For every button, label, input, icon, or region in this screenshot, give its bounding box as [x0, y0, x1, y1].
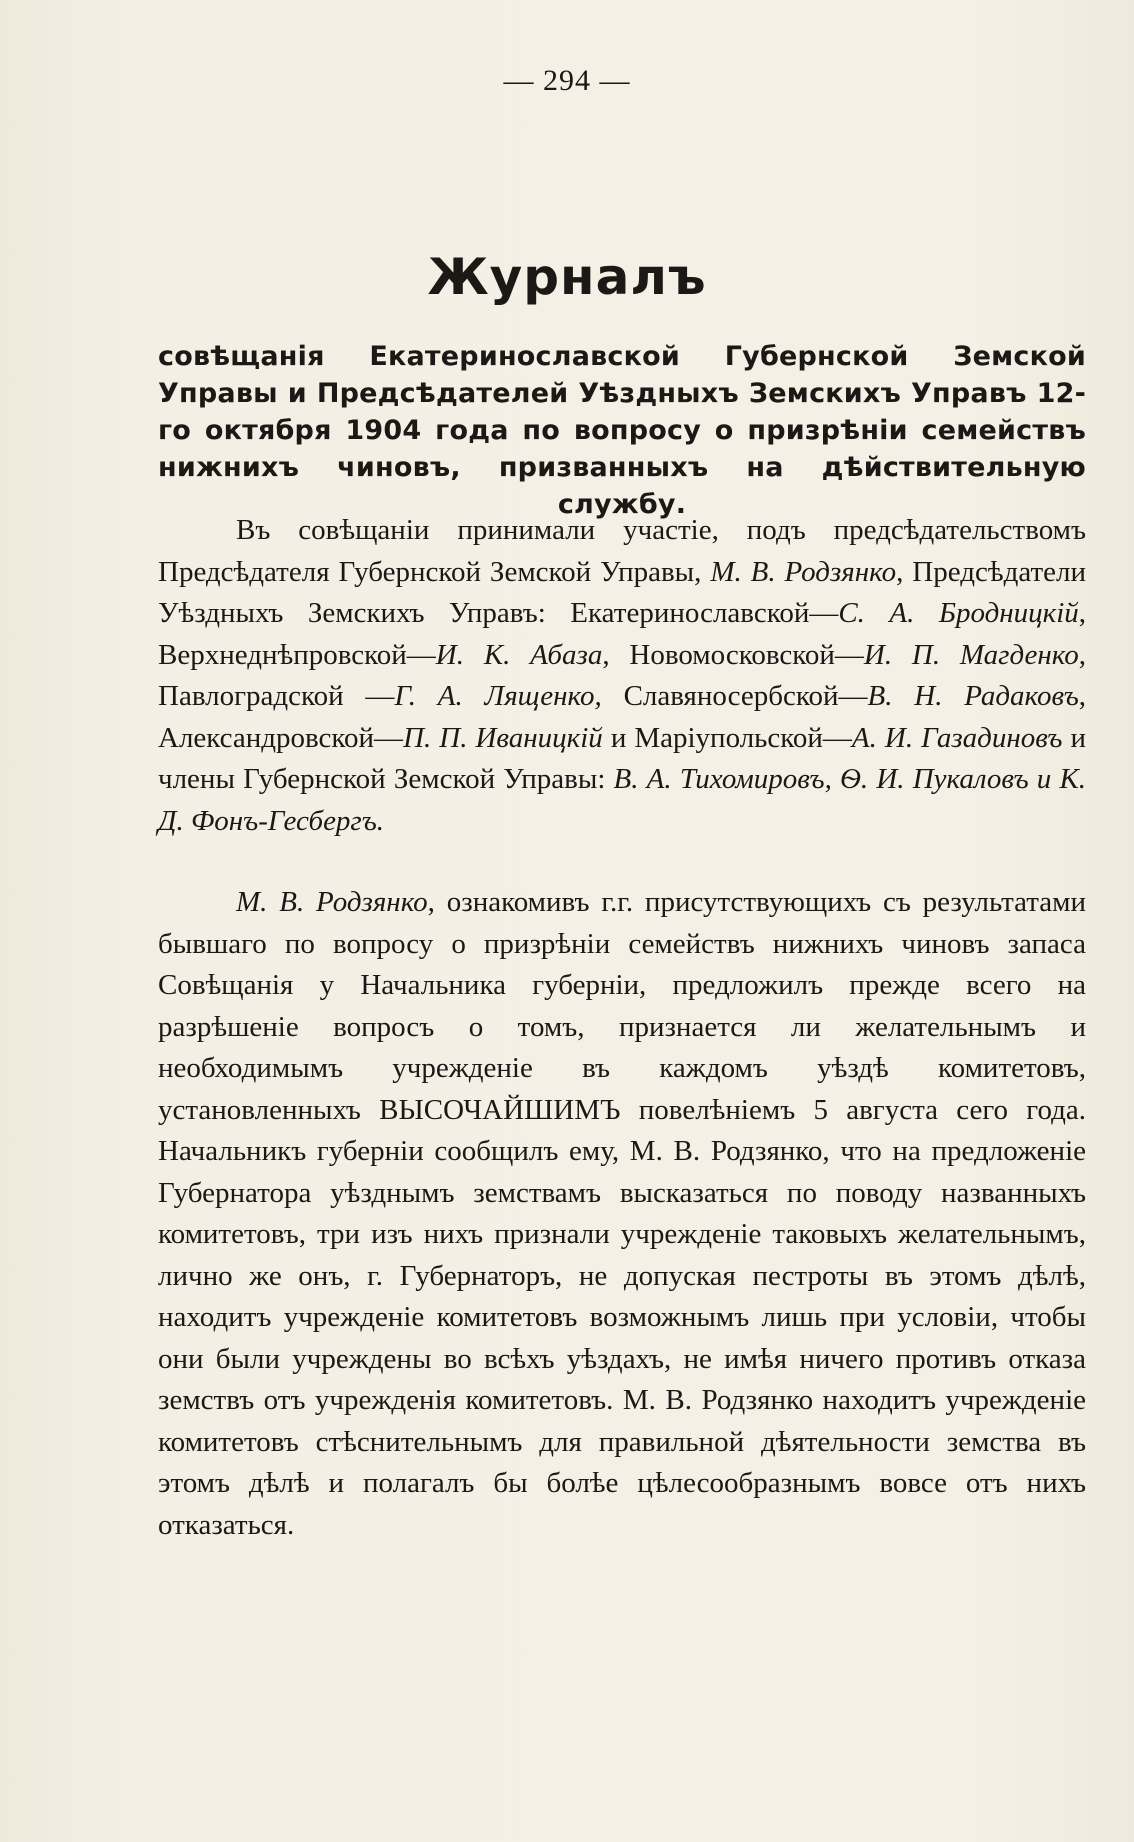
text-segment: , ознакомивъ г.г. присутствующихъ съ результатами бывшаго по вопросу о призрѣніи семействъ нижнихъ чиновъ запаса Совѣщанія у Начальника губерніи, предложилъ прежде всего на разрѣшеніе вопросъ о томъ, признается ли желательнымъ и необходимымъ учрежденіе въ каждомъ уѣздѣ комитетовъ, установленныхъ ВЫСОЧАЙШИМЪ повелѣніемъ 5 августа сего года. Начальникъ губерніи сообщилъ ему, М. В. Родзянко, что на предложеніе Губернатора уѣзднымъ земствамъ высказаться по поводу названныхъ комитетовъ, три изъ нихъ признали учрежденіе таковыхъ желательнымъ, лично же онъ, г. Губернаторъ, не допуская пестроты въ этомъ дѣлѣ, находитъ учрежденіе комитетовъ возможнымъ лишь при условіи, чтобы они были учреждены во всѣхъ уѣздахъ, не имѣя ничего противъ отказа земствъ отъ учрежденія комитетовъ. М. В. Родзянко находитъ учрежденіе комитетовъ стѣснительнымъ для правильной дѣятельности земства въ этомъ дѣлѣ и полагалъ бы болѣе цѣлесообразнымъ вовсе отъ нихъ отказаться. [158, 886, 1086, 1541]
participant-name: А. И. Газадиновъ [851, 721, 1063, 754]
participant-name: В. А. Тихомировъ, Ѳ. И. Пукаловъ и К. Д. Фонъ-Гесбергъ. [158, 763, 1086, 837]
text-segment: , Новомосковской— [602, 638, 864, 671]
document-subtitle: совѣщанія Екатеринославской Губернской Земской Управы и Предсѣдателей Уѣздныхъ Земскихъ Управъ 12-го октября 1904 года по вопросу о призрѣніи семействъ нижнихъ чиновъ, призванныхъ на дѣйствительную службу. [158, 341, 1086, 520]
participant-name: В. Н. Радаковъ [867, 680, 1079, 712]
text-segment: и члены Губернской Земской Управы: [158, 721, 1087, 795]
participant-name: П. П. Иваницкій [403, 721, 603, 754]
text-segment: , Павлоградской — [158, 638, 1086, 712]
text-segment: , Александровской— [158, 680, 1086, 754]
paragraph-participants [158, 510, 1086, 842]
participant-name: И. П. Магденко [863, 638, 1079, 671]
page-number: — 294 — [503, 64, 631, 97]
participant-name: И. К. Абаза [435, 638, 603, 671]
text-segment: Славяносербской— [601, 680, 868, 712]
participant-name: М. В. Родзянко [710, 555, 897, 588]
paragraph-discussion [158, 882, 1086, 1546]
participant-name: С. А. Бродницкій [838, 597, 1079, 629]
document-title: Журналъ [427, 248, 707, 306]
text-segment: Въ совѣщаніи принимали участіе, подъ предсѣдательствомъ Предсѣдателя Губернской Земской Управы, [158, 514, 1086, 588]
text-segment: , Предсѣдатели Уѣздныхъ Земскихъ Управъ: Екатеринославской— [158, 555, 1087, 629]
speaker-name: М. В. Родзянко [236, 886, 428, 918]
text-segment: и Маріупольской— [602, 721, 852, 754]
participant-name: Г. А. Лященко, [394, 680, 602, 712]
text-segment: , Верхнеднѣпровской— [158, 597, 1086, 671]
